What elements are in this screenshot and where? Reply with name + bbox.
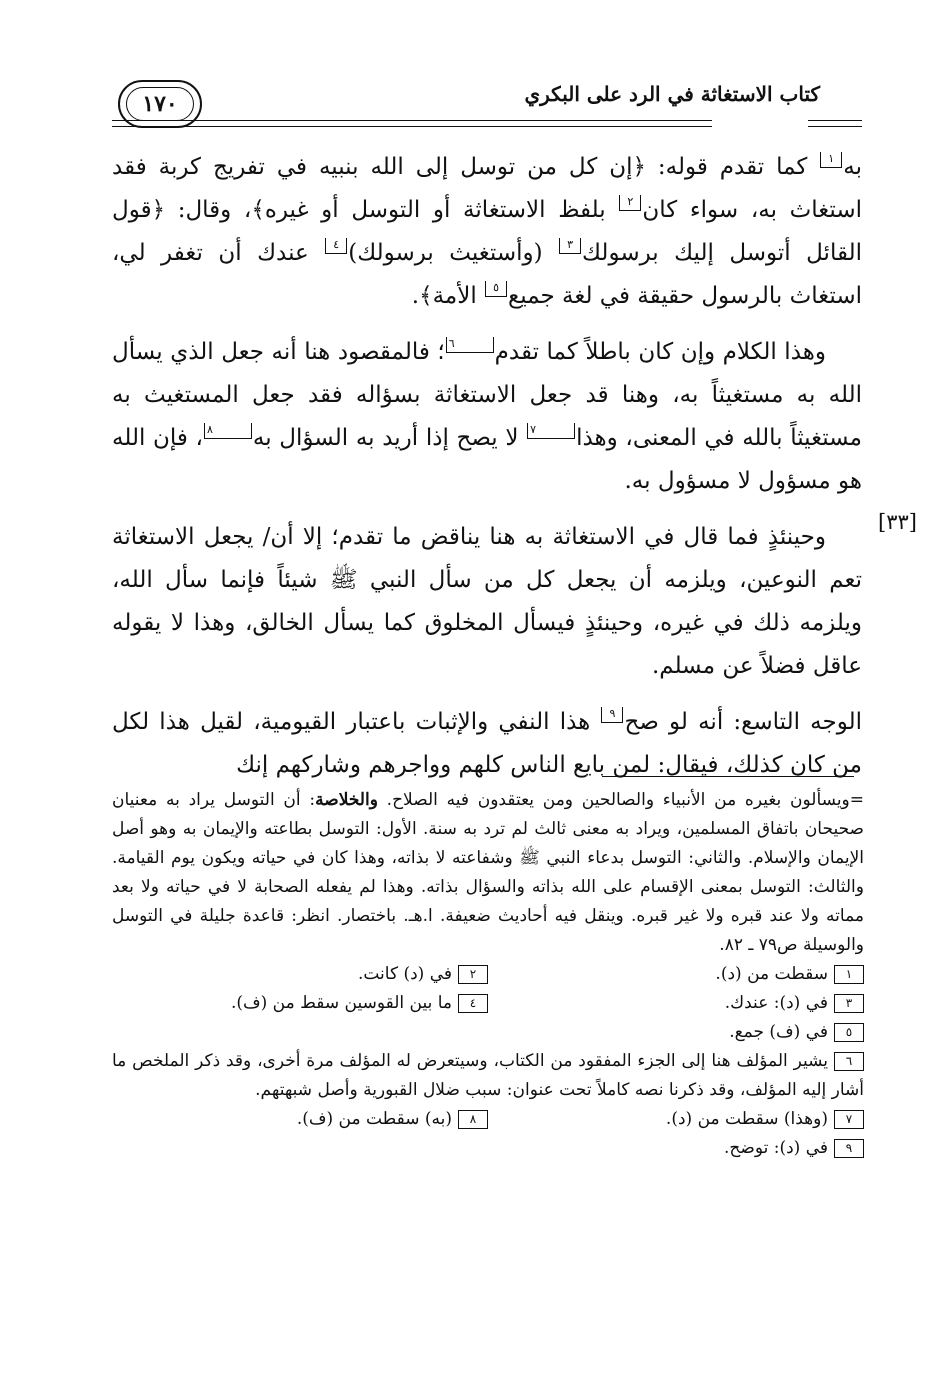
bold-term: والخلاصة: [315, 790, 378, 810]
footnote-ref[interactable]: ٣: [559, 238, 581, 254]
footnote-row: [112, 960, 864, 989]
text-run: لا يصح إذا أريد به السؤال به: [252, 425, 527, 451]
footnote-3: [488, 989, 864, 1018]
footnote-text: في (د) كانت.: [357, 964, 452, 984]
text-run: كما تقدم قوله: ﴿إن كل من توسل إلى الله بنبيه في تفريج كربة فقد استغاث به، سواء كان: [112, 154, 862, 223]
footnote-ref[interactable]: ٥: [485, 281, 507, 297]
text-run: بلفظ الاستغاثة أو التوسل أو غيره﴾، وقال: ﴿قول القائل أتوسل إليك برسولك: [112, 197, 862, 266]
footnote-text: سقطت من (د).: [715, 964, 828, 984]
header-rule-left-top: [808, 120, 862, 121]
footnote-2: [112, 960, 488, 989]
footnote-ref[interactable]: ٦: [446, 337, 494, 353]
text-run: ؛ فالمقصود هنا أنه جعل الذي يسأل الله به مستغيثاً به، وهنا قد جعل الاستغاثة بسؤاله فقد جعل المستغيث به مستغيثاً بالله في المعنى، وهذا: [112, 339, 862, 451]
text-run: ، فإن الله هو مسؤول لا مسؤول به.: [112, 425, 862, 494]
footnote-8: [112, 1105, 488, 1134]
paragraph-3: وحينئذٍ فما قال في الاستغاثة به هنا يناقض ما تقدم؛ إلا أن/ يجعل الاستغاثة تعم النوعين، ويلزمه أن يجعل كل من سأل النبي ﷺ شيئاً فإنما سأل الله، ويلزمه ذلك في غيره، وحينئذٍ فيسأل المخلوق كما يسأل الخالق، وهذا لا يقوله عاقل فضلاً عن مسلم.: [112, 524, 862, 679]
text-run: الأمة﴾.: [411, 283, 485, 309]
header-rule-top: [112, 120, 712, 121]
footnote-ref[interactable]: ٧: [527, 423, 575, 439]
footnote-number: ٥: [834, 1023, 864, 1042]
footnote-number: ١: [834, 965, 864, 984]
footnote-row: [112, 1105, 864, 1134]
footnote-continuation: [112, 786, 864, 960]
footnote-number: ٣: [834, 994, 864, 1013]
footnote-text: في (د): توضح.: [724, 1138, 828, 1158]
page-number: ١٧٠: [126, 87, 194, 121]
footnote-number: ٤: [458, 994, 488, 1013]
text-run: عندك أن تغفر لي، استغاث بالرسول حقيقة في لغة جميع: [112, 240, 862, 309]
footnotes: [112, 786, 864, 1163]
footnote-ref[interactable]: ١: [820, 152, 842, 168]
header-rule-bottom: [112, 126, 712, 127]
main-text: [112, 146, 862, 800]
footnote-text: (به) سقطت من (ف).: [296, 1109, 452, 1129]
footnote-1: [488, 960, 864, 989]
footnote-ref[interactable]: ٩: [601, 707, 623, 723]
footnote-7: [488, 1105, 864, 1134]
footnote-number: ٨: [458, 1110, 488, 1129]
footnote-number: ٦: [834, 1052, 864, 1071]
paragraph-1: [112, 146, 862, 318]
footnote-row: [112, 989, 864, 1018]
text-run: وهذا الكلام وإن كان باطلاً كما تقدم: [494, 339, 826, 365]
footnote-text: ما بين القوسين سقط من (ف).: [230, 993, 452, 1013]
footnote-number: ٧: [834, 1110, 864, 1129]
text-run: به: [843, 154, 862, 180]
footnote-number: ٩: [834, 1139, 864, 1158]
footnote-9: [112, 1134, 864, 1163]
footnote-5: [112, 1018, 864, 1047]
manuscript-page-marker: [٣٣]: [878, 510, 917, 534]
running-title: كتاب الاستغاثة في الرد على البكري: [524, 82, 820, 106]
footnote-ref[interactable]: ٢: [619, 195, 641, 211]
text-run: هذا النفي والإثبات باعتبار القيومية، لقيل هذا لكل من كان كذلك، فيقال: لمن بايع الناس كلهم وواجرهم وشاركهم إنك: [112, 709, 862, 778]
footnote-ref[interactable]: ٨: [204, 423, 252, 439]
paragraph-4: [112, 701, 862, 787]
paragraph-2: [112, 331, 862, 503]
footnote-text: في (ف) جمع.: [729, 1022, 828, 1042]
header-rule-left-bottom: [808, 126, 862, 127]
footnote-4: [112, 989, 488, 1018]
footnote-text: في (د): عندك.: [724, 993, 828, 1013]
footnote-6: [112, 1047, 864, 1105]
footnote-text: (وهذا) سقطت من (د).: [665, 1109, 828, 1129]
footnote-ref[interactable]: ٤: [325, 238, 347, 254]
text-run: الوجه التاسع: أنه لو صح: [624, 709, 862, 735]
footnote-separator: [602, 776, 854, 777]
text-run: : أن التوسل يراد به معنيان صحيحان باتفاق المسلمين، ويراد به معنى ثالث لم ترد به سنة. الأول: التوسل بطاعته والإيمان به وهو أصل الإيمان والإسلام. والثاني: التوسل بدعاء النبي ﷺ وشفاعته لا بذاته، وهذا كان في حياته ويكون يوم القيامة. والثالث: التوسل بمعنى الإقسام على الله بذاته والسؤال بذاته. وهذا لم يفعله الصحابة لا في حياته ولا بعد مماته ولا عند قبره ولا غير قبره. وينقل فيه أحاديث ضعيفة. ا.هـ. باختصار. انظر: قاعدة جليلة في التوسل والوسيلة ص٧٩ ـ ٨٢.: [112, 790, 864, 955]
footnote-text: يشير المؤلف هنا إلى الجزء المفقود من الكتاب، وسيتعرض له المؤلف مرة أخرى، وقد ذكر الملخص ما أشار إليه المؤلف، وقد ذكرنا نصه كاملاً تحت عنوان: سبب ضلال القبورية وأصل شبهتهم.: [112, 1051, 864, 1100]
footnote-number: ٢: [458, 965, 488, 984]
text-run: =ويسألون بغيره من الأنبياء والصالحين ومن يعتقدون فيه الصلاح.: [377, 790, 865, 810]
text-run: (وأستغيث برسولك): [348, 240, 559, 266]
